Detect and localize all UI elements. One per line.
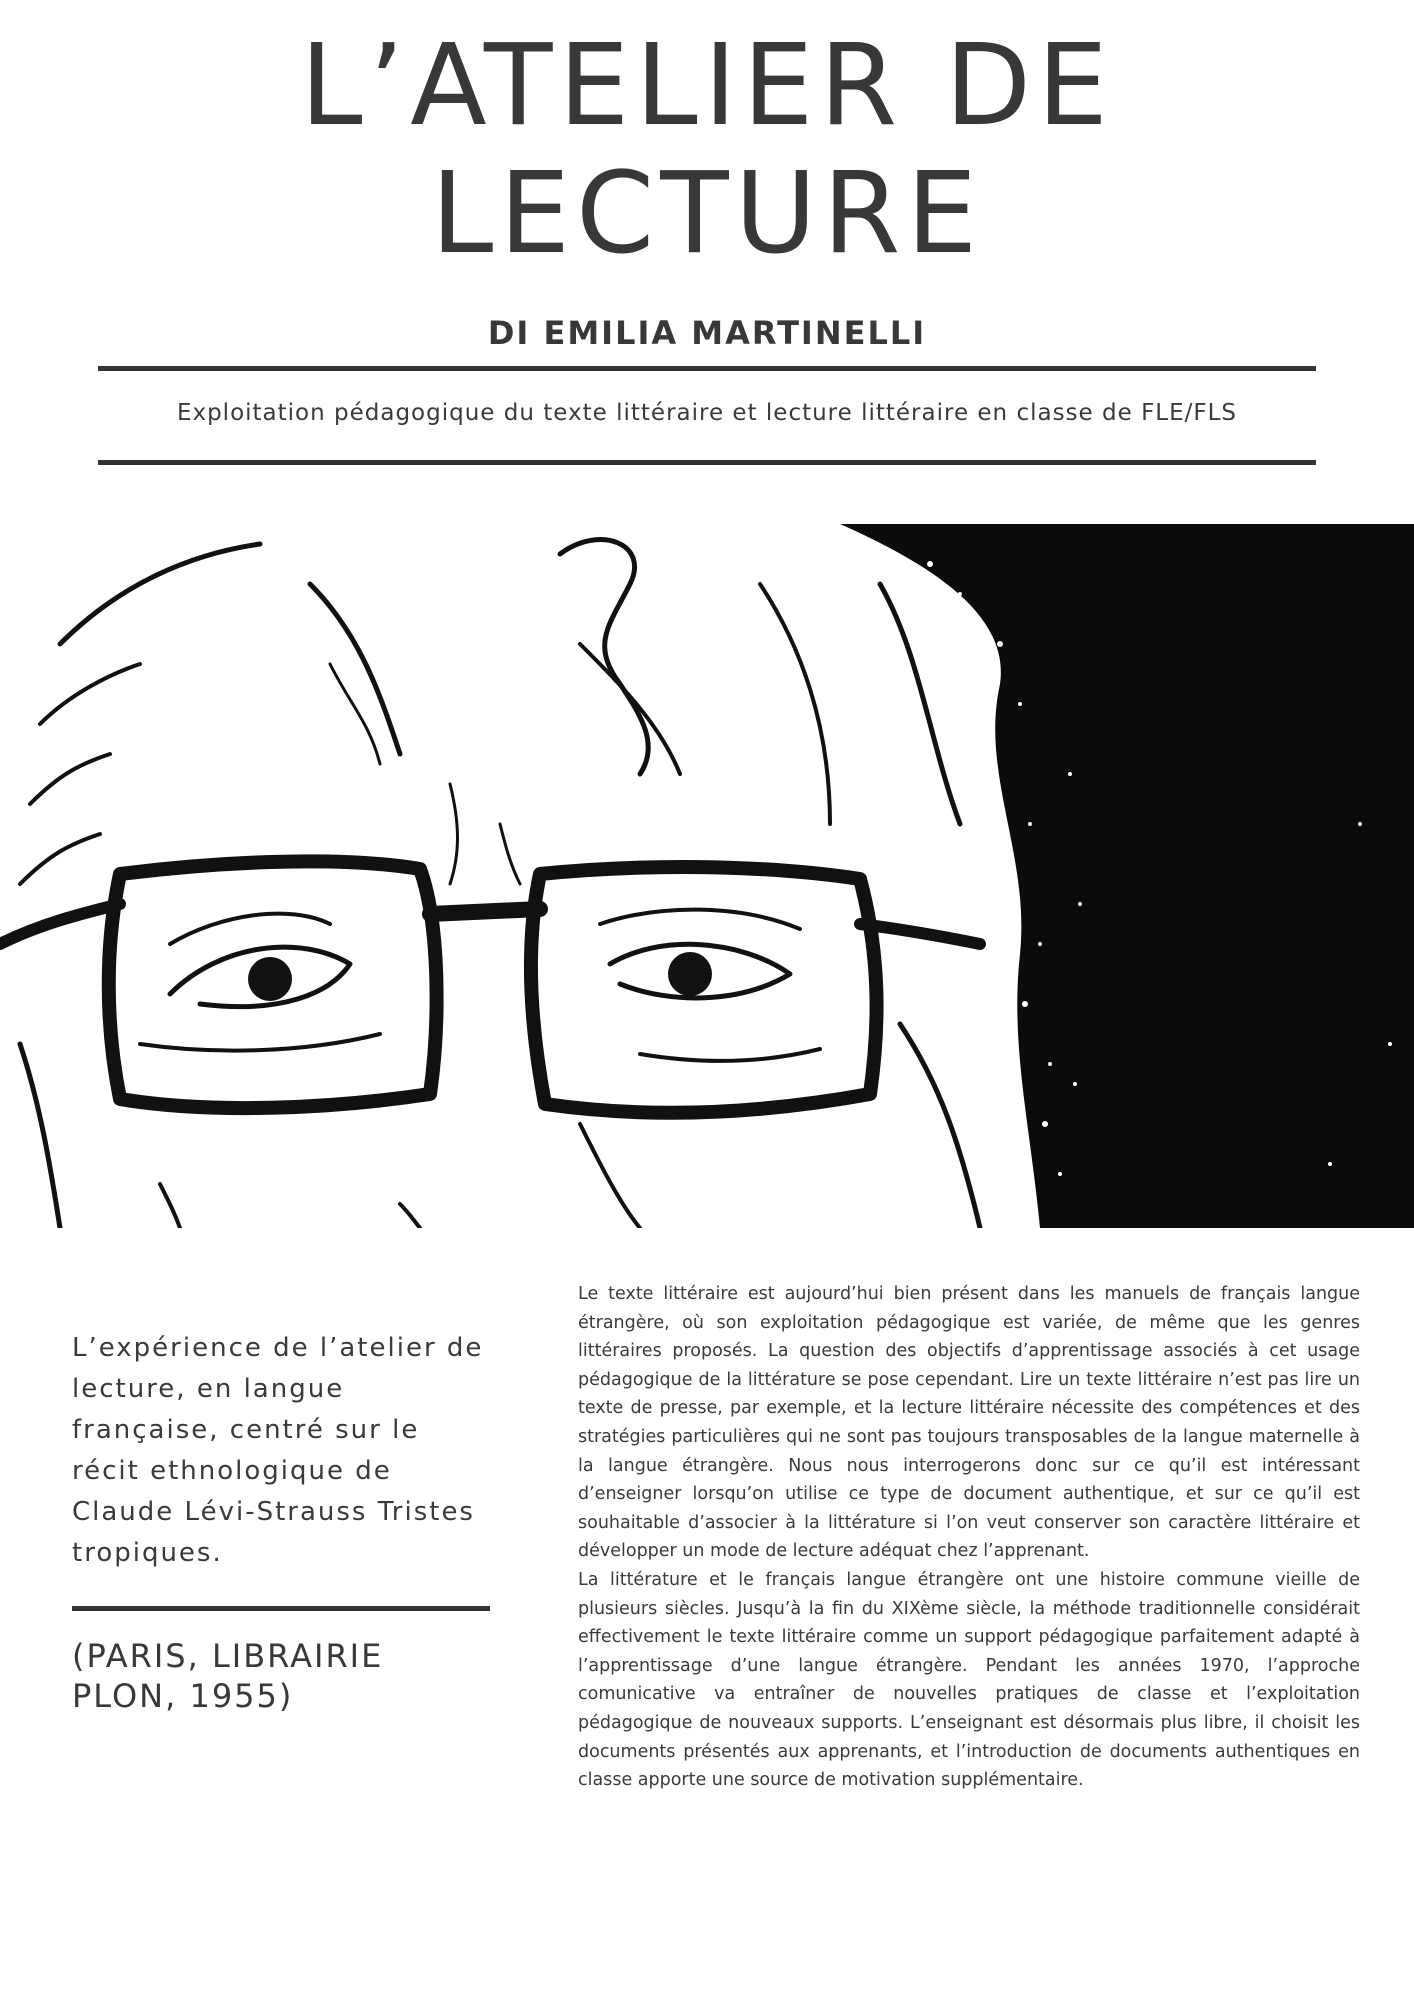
article-body — [578, 1280, 1360, 1795]
subtitle-bottom-divider — [98, 460, 1316, 465]
subtitle-top-divider — [98, 366, 1316, 371]
portrait-illustration — [0, 524, 1414, 1228]
title-line-2: LECTURE — [430, 149, 984, 279]
body-paragraph: La littérature et le français langue étrangère ont une histoire commune vieille de plusieurs siècles. Jusqu’à la fin du XIXème siècle, la méthode traditionnelle considérait effectivement le texte littéraire comme un support pédagogique parfaitement adapté à l’apprentissage d’une langue étrangère. Pendant les années 1970, l’approche comunicative va entraîner de nouvelles pratiques de classe et l’exploitation pédagogique de nouveaux supports. L’enseignant est désormais plus libre, il choisit les documents présentés aux apprenants, et l’introduction de documents authentiques en classe apporte une source de motivation supplémentaire. — [578, 1569, 1360, 1791]
subtitle: Exploitation pédagogique du texte littéraire et lecture littéraire en classe de FLE/FLS — [176, 400, 1238, 426]
page-title — [0, 22, 1414, 278]
body-paragraph: Le texte littéraire est aujourd’hui bien présent dans les manuels de français langue étrangère, où son exploitation pédagogique est variée, de même que les genres littéraires proposés. La question des objectifs d’apprentissage associés à cet usage pédagogique de la littérature se pose cependant. Lire un texte littéraire n’est pas lire un texte de presse, par exemple, et la lecture littéraire nécessite des compétences et des stratégies particulières qui ne sont pas toujours transposables de la langue maternelle à la langue étrangère. Nous nous interrogerons donc sur ce qu’il est intéressant d’enseigner lorsqu’on utilise ce type de document authentique, et sur ce qu’il est souhaitable d’associer à la littérature si l’on veut conserver son caractère littéraire et développer un mode de lecture adéquat chez l’apprenant. — [578, 1284, 1360, 1562]
intro-quote: L’expérience de l’atelier de lecture, en langue française, centré sur le récit ethnologique de Claude Lévi-Strauss Tristes tropiques. — [72, 1333, 484, 1568]
sidebar-divider — [72, 1606, 490, 1611]
publication-citation: (PARIS, LIBRAIRIE PLON, 1955) — [72, 1637, 384, 1715]
author-name: DI EMILIA MARTINELLI — [487, 314, 927, 352]
title-line-1: L’ATELIER DE — [300, 21, 1114, 151]
